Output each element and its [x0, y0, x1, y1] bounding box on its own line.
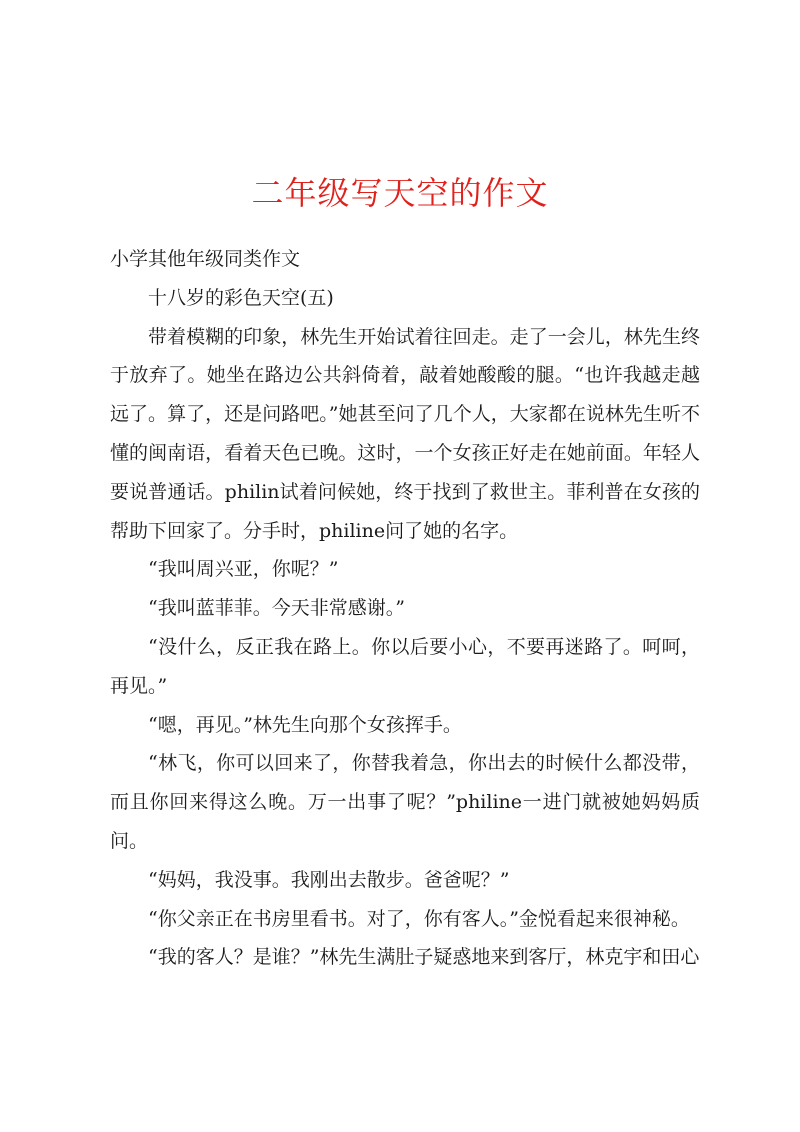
document-title: 二年级写天空的作文: [251, 174, 549, 212]
paragraph: 十八岁的彩色天空(五): [148, 286, 334, 309]
paragraph: “我叫蓝菲菲。今天非常感谢。”: [148, 597, 405, 620]
paragraph: “我叫周兴亚，你呢？”: [148, 558, 339, 581]
category-line: 小学其他年级同类作文: [110, 248, 301, 270]
paragraph: “你父亲正在书房里看书。对了，你有客人。”金悦看起来很神秘。: [148, 907, 690, 930]
paragraph: “没什么，反正我在路上。你以后要小心，不要再迷路了。呵呵，再见。”: [110, 635, 700, 697]
paragraph: 带着模糊的印象，林先生开始试着往回走。走了一会儿，林先生终于放弃了。她坐在路边公共斜倚着，敲着她酸酸的腿。“也许我越走越远了。算了，还是问路吧。”她甚至问了几个人，大家都在说林先生听不懂的闽南语，看着天色已晚。这时，一个女孩正好走在她前面。年轻人要说普通话。philin试着问候她，终于找到了救世主。菲利普在女孩的帮助下回家了。分手时，philine问了她的名字。: [110, 325, 700, 542]
paragraph: “我的客人？是谁？”林先生满肚子疑惑地来到客厅，林克宇和田心: [148, 946, 700, 969]
paragraph: “妈妈，我没事。我刚出去散步。爸爸呢？”: [148, 868, 510, 891]
document-body: [110, 240, 700, 977]
paragraph: “林飞，你可以回来了，你替我着急，你出去的时候什么都没带，而且你回来得这么晚。万一出事了呢？”philine一进门就被她妈妈质问。: [110, 752, 700, 852]
paragraph: “嗯，再见。”林先生向那个女孩挥手。: [148, 713, 462, 736]
